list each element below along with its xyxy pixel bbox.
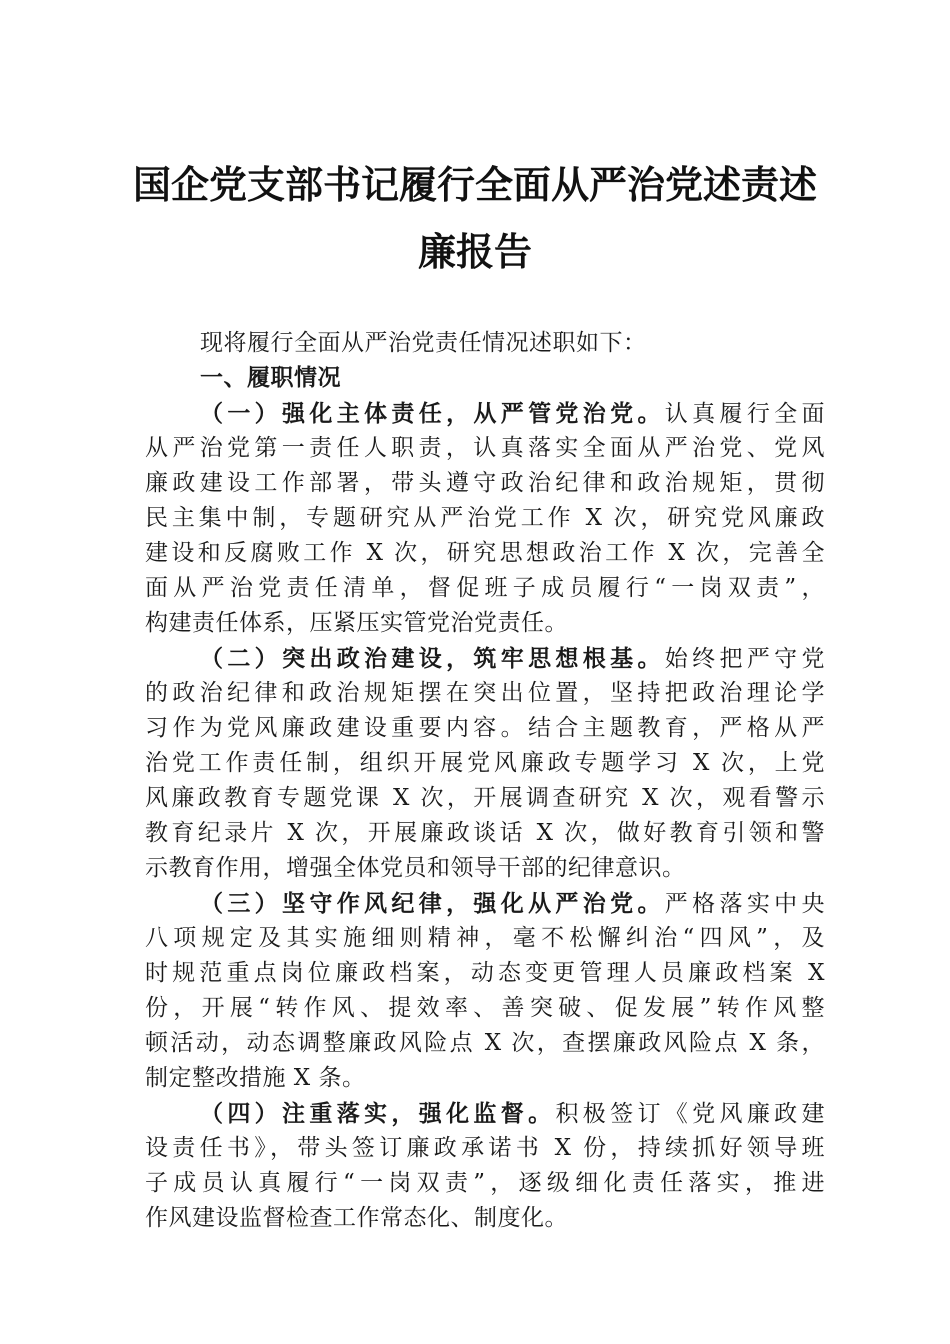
paragraph-1-line-7: 构建责任体系，压紧压实管党治党责任。 <box>145 610 568 636</box>
paragraph-3-line-4: 份，开展“转作风、提效率、善突破、促发展”转作风整 <box>145 995 825 1021</box>
paragraph-2-line-3: 习作为党风廉政建设重要内容。结合主题教育，严格从严 <box>145 715 825 741</box>
paragraph-1-line-2: 从严治党第一责任人职责，认真落实全面从严治党、党风 <box>145 435 825 461</box>
paragraph-2-line-1 <box>145 641 825 676</box>
paragraph-4-line-1 <box>145 1096 825 1131</box>
paragraph-4-text: 积极签订《党风廉政建 <box>555 1101 825 1127</box>
paragraph-3-line-5: 顿活动，动态调整廉政风险点 X 次，查摆廉政风险点 X 条， <box>145 1030 825 1056</box>
paragraph-1-line-5: 建设和反腐败工作 X 次，研究思想政治工作 X 次，完善全 <box>145 540 825 566</box>
paragraph-3-text: 严格落实中央 <box>664 891 825 917</box>
paragraph-1-lead: （一）强化主体责任，从严管党治党。 <box>200 400 665 427</box>
paragraph-1-line-3: 廉政建设工作部署，带头遵守政治纪律和政治规矩，贯彻 <box>145 470 825 496</box>
paragraph-3-line-3: 时规范重点岗位廉政档案，动态变更管理人员廉政档案 X <box>145 960 825 986</box>
document-title-line-1: 国企党支部书记履行全面从严治党述责述 <box>132 162 817 207</box>
paragraph-4-line-2: 设责任书》，带头签订廉政承诺书 X 份，持续抓好领导班 <box>145 1135 825 1161</box>
paragraph-3-line-6: 制定整改措施 X 条。 <box>145 1065 366 1091</box>
paragraph-3-lead: （三）坚守作风纪律，强化从严治党。 <box>200 890 665 917</box>
paragraph-1-line-4: 民主集中制，专题研究从严治党工作 X 次，研究党风廉政 <box>145 505 825 531</box>
paragraph-4-lead: （四）注重落实，强化监督。 <box>200 1100 556 1127</box>
paragraph-3-line-1 <box>145 886 825 921</box>
paragraph-2-line-2: 的政治纪律和政治规矩摆在突出位置，坚持把政治理论学 <box>145 680 825 706</box>
paragraph-1-line-6: 面从严治党责任清单，督促班子成员履行“一岗双责”， <box>145 575 825 601</box>
paragraph-1-line-1 <box>145 396 825 431</box>
paragraph-1-text: 认真履行全面 <box>664 401 825 427</box>
paragraph-2-line-6: 教育纪录片 X 次，开展廉政谈话 X 次，做好教育引领和警 <box>145 820 825 846</box>
intro-paragraph: 现将履行全面从严治党责任情况述职如下： <box>200 330 647 356</box>
document-title-line-2: 廉报告 <box>417 229 532 274</box>
document-body <box>145 326 825 1236</box>
paragraph-2-line-5: 风廉政教育专题党课 X 次，开展调查研究 X 次，观看警示 <box>145 785 825 811</box>
paragraph-4-line-3: 子成员认真履行“一岗双责”，逐级细化责任落实，推进 <box>145 1170 825 1196</box>
paragraph-2-lead: （二）突出政治建设，筑牢思想根基。 <box>200 645 665 672</box>
paragraph-2-line-4: 治党工作责任制，组织开展党风廉政专题学习 X 次，上党 <box>145 750 825 776</box>
paragraph-2-text: 始终把严守党 <box>664 646 825 672</box>
paragraph-4-line-4: 作风建设监督检查工作常态化、制度化。 <box>145 1205 568 1231</box>
paragraph-2-line-7: 示教育作用，增强全体党员和领导干部的纪律意识。 <box>145 855 686 881</box>
section-heading: 一、履职情况 <box>200 365 341 391</box>
paragraph-3-line-2: 八项规定及其实施细则精神，毫不松懈纠治“四风”，及 <box>145 925 825 951</box>
